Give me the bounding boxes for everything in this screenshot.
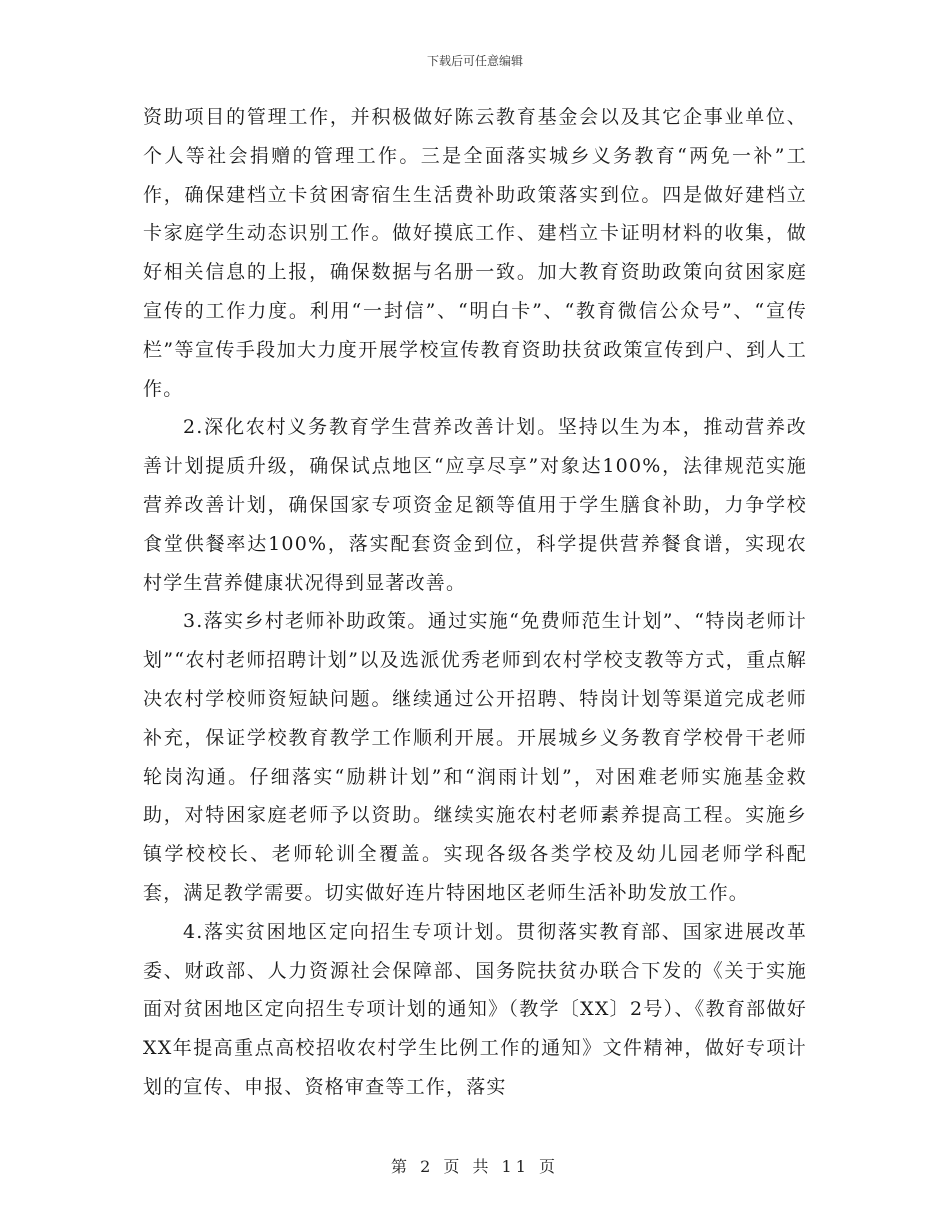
paragraph-3: 3.落实乡村老师补助政策。通过实施“免费师范生计划”、“特岗老师计划”“农村老师招聘计划”以及选派优秀老师到农村学校支教等方式，重点解决农村学校师资短缺问题。继续通过公开招聘、特岗计划等渠道完成老师补充，保证学校教育教学工作顺利开展。开展城乡义务教育学校骨干老师轮岗沟通。仔细落实“励耕计划”和“润雨计划”，对困难老师实施基金救助，对特困家庭老师予以资助。继续实施农村老师素养提高工程。实施乡镇学校校长、老师轮训全覆盖。实现各级各类学校及幼儿园老师学科配套，满足教学需要。切实做好连片特困地区老师生活补助发放工作。 — [143, 610, 807, 904]
paragraph-2: 2.深化农村义务教育学生营养改善计划。坚持以生为本，推动营养改善计划提质升级，确保试点地区“应享尽享”对象达100%，法律规范实施营养改善计划，确保国家专项资金足额等值用于学生膳食补助，力争学校食堂供餐率达100%，落实配套资金到位，科学提供营养餐食谱，实现农村学生营养健康状况得到显著改善。 — [143, 416, 807, 594]
page-header-note: 下载后可任意编辑 — [426, 54, 523, 68]
paragraph-1: 资助项目的管理工作，并积极做好陈云教育基金会以及其它企事业单位、个人等社会捐赠的管理工作。三是全面落实城乡义务教育“两免一补”工作，确保建档立卡贫困寄宿生生活费补助政策落实到位。四是做好建档立卡家庭学生动态识别工作。做好摸底工作、建档立卡证明材料的收集，做好相关信息的上报，确保数据与名册一致。加大教育资助政策向贫困家庭宣传的工作力度。利用“一封信”、“明白卡”、“教育微信公众号”、“宣传栏”等宣传手段加大力度开展学校宣传教育资助扶贫政策宣传到户、到人工作。 — [143, 106, 807, 400]
page-number: 第 2 页 共 11 页 — [391, 1157, 559, 1176]
paragraph-4: 4.落实贫困地区定向招生专项计划。贯彻落实教育部、国家进展改革委、财政部、人力资源社会保障部、国务院扶贫办联合下发的《关于实施面对贫困地区定向招生专项计划的通知》（教学〔XX〕2号）、《教育部做好XX年提高重点高校招收农村学生比例工作的通知》文件精神，做好专项计划的宣传、申报、资格审查等工作，落实 — [143, 920, 807, 1098]
document-body — [143, 98, 807, 1107]
